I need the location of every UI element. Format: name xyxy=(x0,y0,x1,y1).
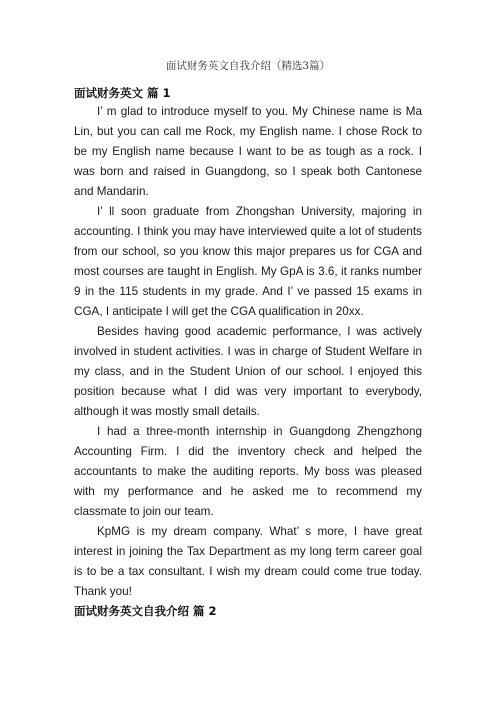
document-title: 面试财务英文自我介绍（精选3篇） xyxy=(165,60,331,72)
paragraph: I’ ll soon graduate from Zhongshan University, majoring in accounting. I think you may have interviewed quite a lot of students from our school, so you know this major prepares us for CGA and most courses are taught in English. My GpA is 3.6, it ranks number 9 in the 115 students in my grade. And I’ ve passed 15 exams in CGA, I anticipate I will get the CGA qualification in 20xx. xyxy=(74,205,422,318)
document-body xyxy=(74,84,422,620)
section-heading-2: 面试财务英文自我介绍 篇 2 xyxy=(74,604,217,618)
paragraph: KpMG is my dream company. What’ s more, I have great interest in joining the Tax Department as my long term career goal is to be a tax consultant. I wish my dream could come true today. Thank you! xyxy=(74,525,422,598)
section-heading-1: 面试财务英文 篇 1 xyxy=(74,86,171,100)
paragraph: I’ m glad to introduce myself to you. My Chinese name is Ma Lin, but you can call me Rock, my English name. I chose Rock to be my English name because I want to be as tough as a rock. I was born and raised in Guangdong, so I speak both Cantonese and Mandarin. xyxy=(74,105,422,198)
paragraph: Besides having good academic performance, I was actively involved in student activities. I was in charge of Student Welfare in my class, and in the Student Union of our school. I enjoyed this position because what I did was very important to everybody, although it was mostly small details. xyxy=(74,325,422,418)
paragraph: I had a three-month internship in Guangdong Zhengzhong Accounting Firm. I did the inventory check and helped the accountants to make the auditing reports. My boss was pleased with my performance and he asked me to recommend my classmate to join our team. xyxy=(74,425,422,518)
